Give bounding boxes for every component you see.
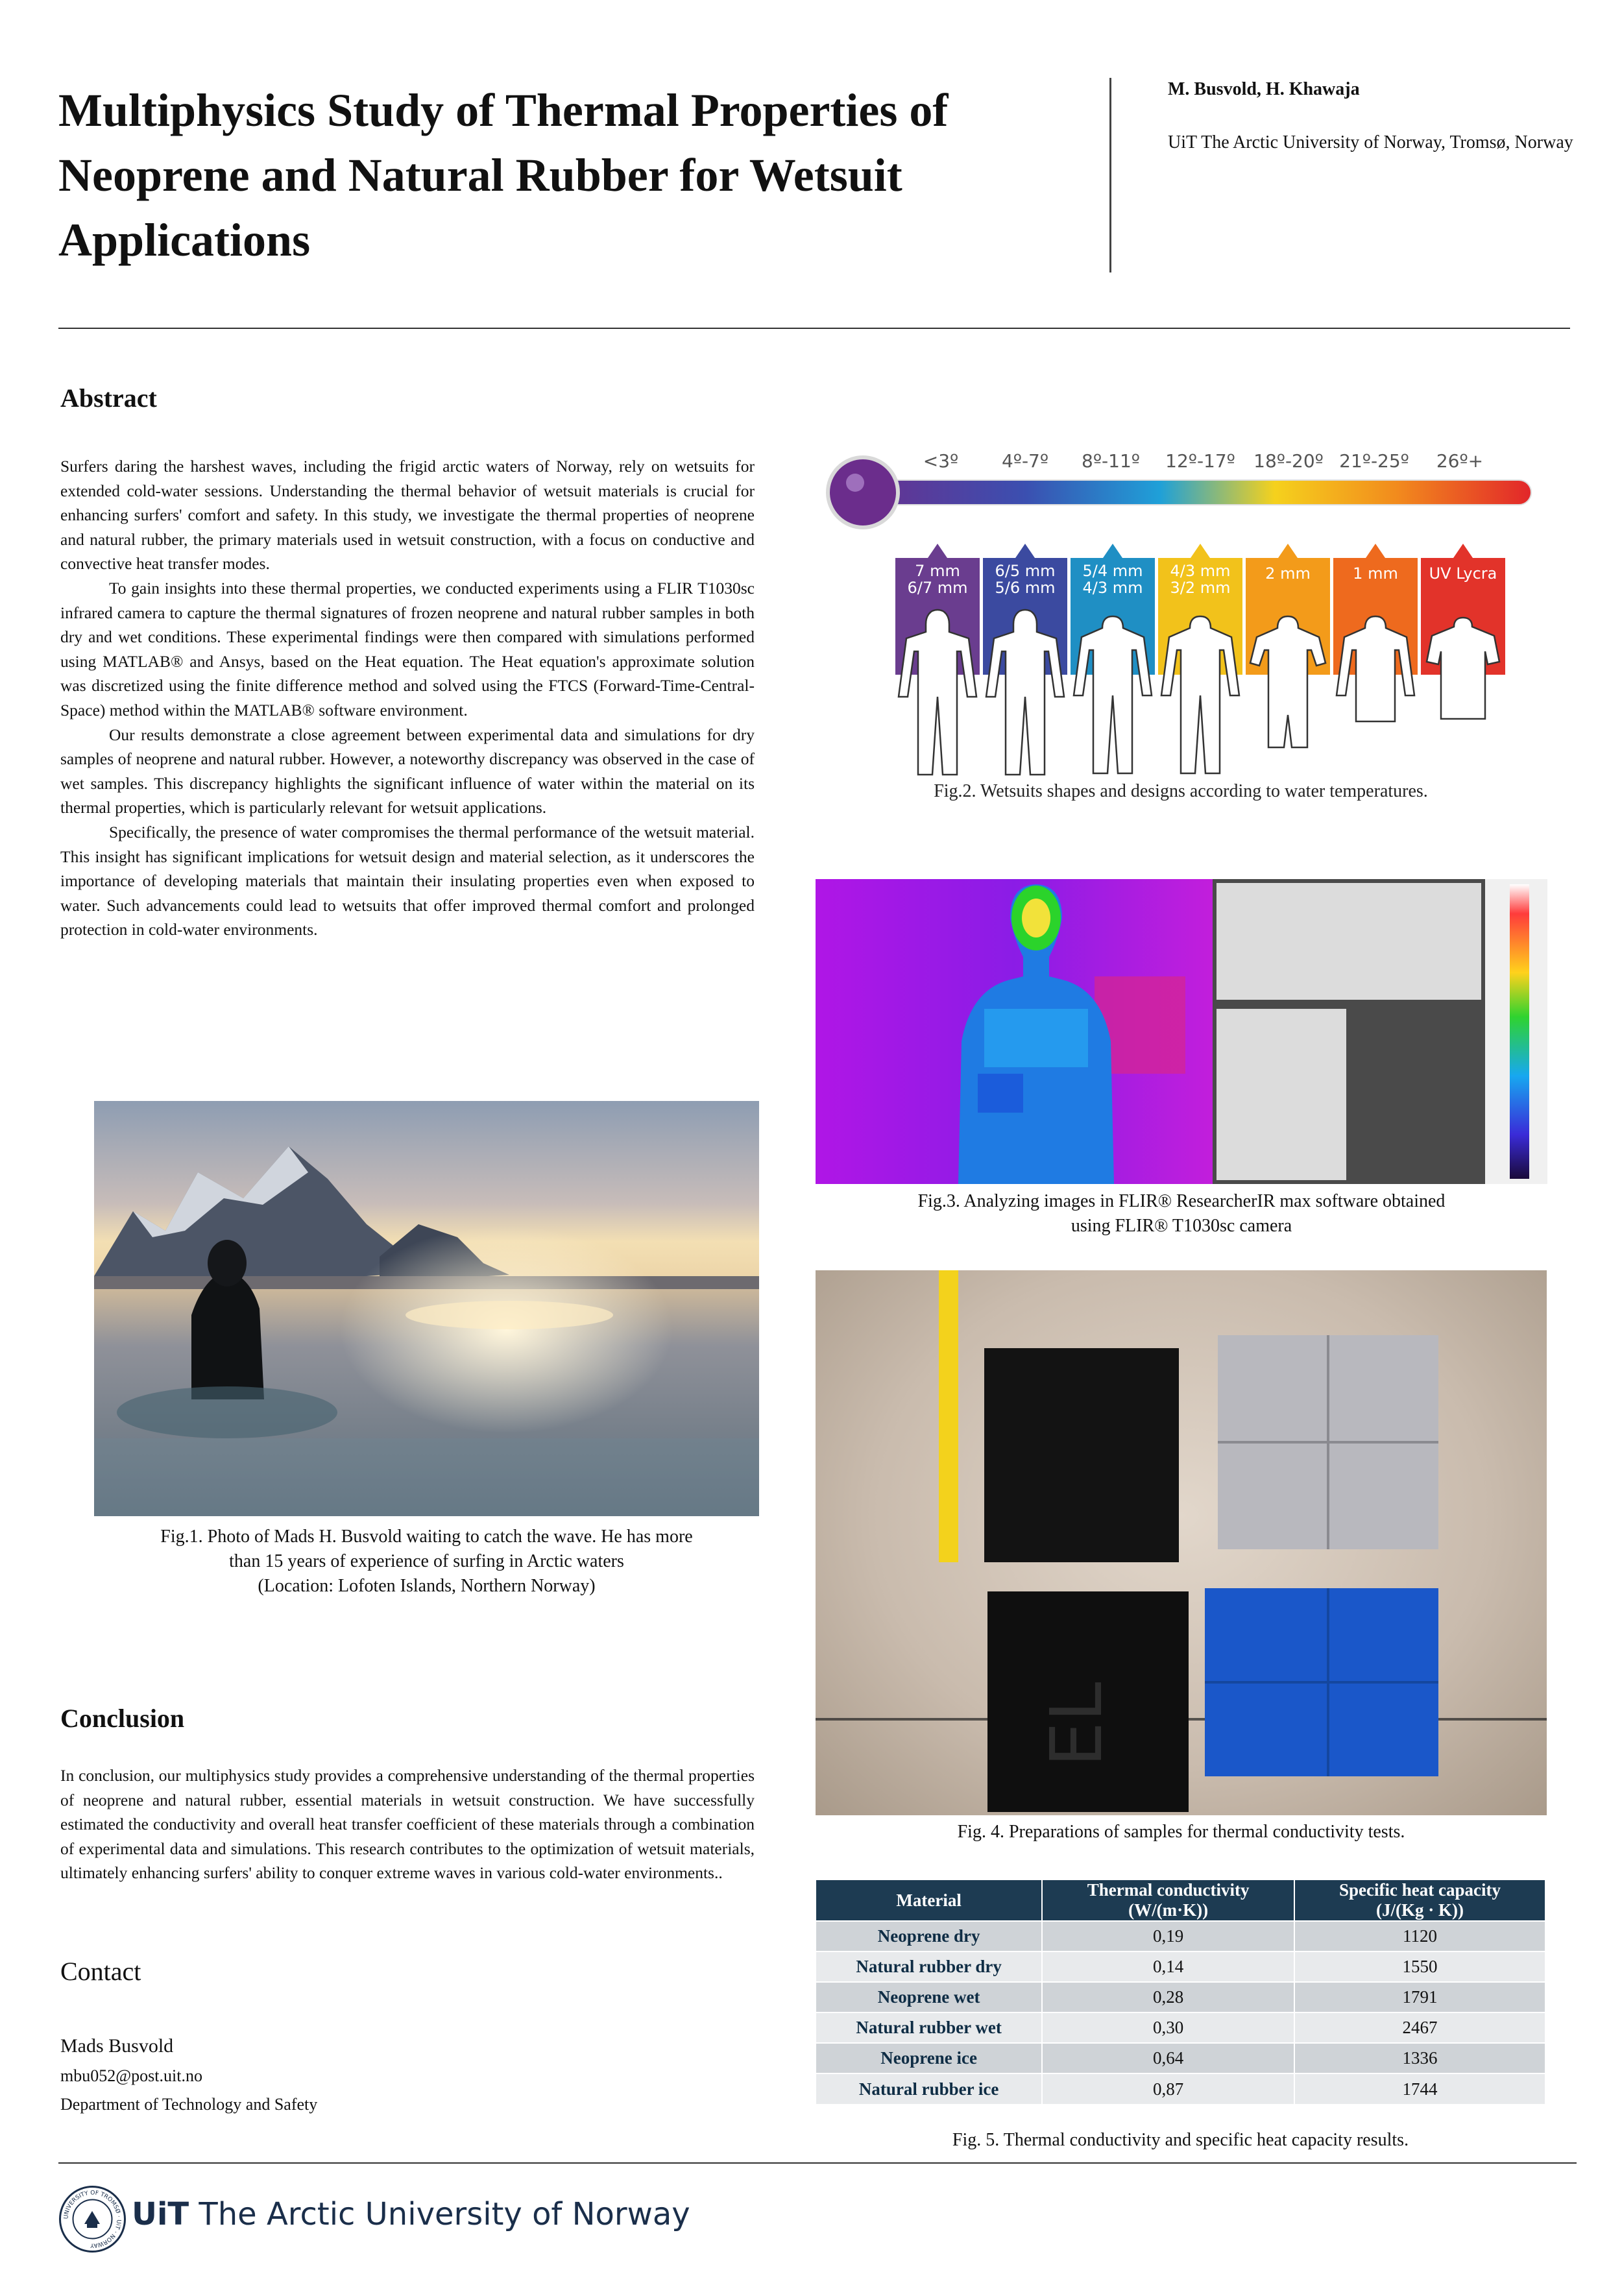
temp-label: <3º (923, 450, 959, 472)
results-table (816, 1880, 1545, 2104)
table-header-unit: (W/(m·K)) (1128, 1900, 1209, 1920)
fig1-caption-line: (Location: Lofoten Islands, Northern Norway) (258, 1576, 596, 1596)
uit-seal-logo (58, 2185, 127, 2253)
suit-label: 2 mm (1265, 564, 1311, 583)
table-cell-material: Natural rubber ice (816, 2073, 1042, 2104)
table-cell-heat-capacity: 1120 (1294, 1921, 1545, 1952)
temp-label: 26º+ (1436, 450, 1484, 472)
fig3-caption-line: using FLIR® T1030sc camera (1071, 1216, 1292, 1236)
suit-label: 5/6 mm (995, 579, 1056, 597)
surfer-photo-illustration (94, 1101, 759, 1516)
table-cell-heat-capacity: 1791 (1294, 1982, 1545, 2012)
temp-label: 4º-7º (1001, 450, 1049, 472)
table-row (816, 1952, 1545, 1982)
table-cell-conductivity: 0,14 (1042, 1952, 1294, 1982)
table-header-label: Specific heat capacity (1339, 1880, 1501, 1900)
fig5-caption: Fig. 5. Thermal conductivity and specific heat capacity results. (952, 2130, 1409, 2150)
uit-wordmark: UiT (132, 2196, 189, 2232)
table-header-label: Thermal conductivity (1087, 1880, 1250, 1900)
table-cell-material: Natural rubber dry (816, 1952, 1042, 1982)
fig3-caption (816, 1189, 1547, 1239)
fig3-caption-line: Fig.3. Analyzing images in FLIR® ResearcherIR max software obtained (917, 1191, 1446, 1211)
contact-name: Mads Busvold (60, 2035, 174, 2057)
table-row (816, 2073, 1545, 2104)
suit-label: 6/5 mm (995, 562, 1056, 580)
title-line-1: Multiphysics Study of Thermal Properties of (58, 84, 949, 136)
header-divider (1109, 78, 1111, 272)
table-cell-heat-capacity: 1550 (1294, 1952, 1545, 1982)
suit-label: 7 mm (915, 562, 960, 580)
table-cell-material: Neoprene dry (816, 1921, 1042, 1952)
table-row (816, 1921, 1545, 1952)
thermometer-bar (856, 480, 1531, 505)
suit-label: 6/7 mm (907, 579, 968, 597)
table-header-row (816, 1880, 1545, 1921)
suit-label: 4/3 mm (1082, 579, 1143, 597)
table-cell-heat-capacity: 2467 (1294, 2012, 1545, 2043)
conclusion-heading: Conclusion (60, 1704, 185, 1733)
title-line-3: Applications (58, 214, 311, 266)
university-name (132, 2196, 690, 2232)
table-cell-conductivity: 0,30 (1042, 2012, 1294, 2043)
university-name-rest: The Arctic University of Norway (189, 2196, 690, 2232)
flir-analysis-screenshot (816, 879, 1547, 1184)
temp-label: 12º-17º (1165, 450, 1235, 472)
title-line-2: Neoprene and Natural Rubber for Wetsuit (58, 149, 902, 201)
table-cell-heat-capacity: 1336 (1294, 2043, 1545, 2073)
suit-label: 5/4 mm (1082, 562, 1143, 580)
fig4-caption: Fig. 4. Preparations of samples for thermal conductivity tests. (957, 1822, 1405, 1842)
suit-label: UV Lycra (1429, 564, 1497, 583)
table-header-heat-capacity (1294, 1880, 1545, 1921)
ruler (939, 1270, 958, 1562)
table-row (816, 1982, 1545, 2012)
table-cell-conductivity: 0,87 (1042, 2073, 1294, 2104)
abstract-paragraph: Specifically, the presence of water compromises the thermal performance of the wetsuit material. This insight has significant implications for wetsuit design and material selection, as it underscores the importance of developing materials that maintain their insulating properties even when exposed to water. Such advancements could lead to wetsuits that offer improved thermal comfort and prolonged protection in cold-water environments. (60, 822, 755, 939)
flir-illustration (816, 879, 1547, 1184)
table-header-material (816, 1880, 1042, 1921)
fig1-caption-line: Fig.1. Photo of Mads H. Busvold waiting to catch the wave. He has more (160, 1527, 693, 1547)
authors: M. Busvold, H. Khawaja (1168, 79, 1360, 99)
footer-rule (58, 2162, 1577, 2164)
contact-department: Department of Technology and Safety (60, 2095, 318, 2114)
suit-label: 1 mm (1353, 564, 1398, 583)
samples-photo (816, 1270, 1547, 1815)
temp-label: 21º-25º (1339, 450, 1409, 472)
fig1-caption-line: than 15 years of experience of surfing in Arctic waters (229, 1551, 624, 1571)
affiliation: UiT The Arctic University of Norway, Tromsø, Norway (1168, 132, 1573, 152)
suit-label: 4/3 mm (1170, 562, 1231, 580)
abstract-paragraph: Our results demonstrate a close agreement between experimental data and simulations for dry samples of neoprene and natural rubber. However, a noteworthy discrepancy was observed in the case of wet samples. This discrepancy highlights the significant influence of water within the material on its thermal properties, which is particularly relevant for wetsuit applications. (60, 725, 755, 817)
suit-label: 3/2 mm (1170, 579, 1231, 597)
table-header-conductivity (1042, 1880, 1294, 1921)
table-cell-material: Neoprene wet (816, 1982, 1042, 2012)
table-cell-conductivity: 0,28 (1042, 1982, 1294, 2012)
abstract-text (60, 454, 755, 942)
temperature-labels (923, 450, 1483, 472)
table-cell-heat-capacity: 1744 (1294, 2073, 1545, 2104)
table-cell-conductivity: 0,64 (1042, 2043, 1294, 2073)
table-header-unit: (J/(Kg · K)) (1376, 1900, 1464, 1920)
header-rule (58, 328, 1570, 329)
contact-heading: Contact (60, 1957, 141, 1986)
table-cell-material: Natural rubber wet (816, 2012, 1042, 2043)
neoprene-sample (984, 1348, 1179, 1562)
abstract-paragraph: To gain insights into these thermal properties, we conducted experiments using a FLIR T1030sc infrared camera to capture the thermal signatures of frozen neoprene and natural rubber samples in both dry and wet conditions. These experimental findings were then compared with simulations performed using MATLAB® and Ansys, based on the Heat equation. The Heat equation's approximate solution was discretized using the finite difference method and solved using the FTCS (Forward-Time-Central-Space) method within the MATLAB® software environment. (60, 578, 755, 719)
conclusion-text: In conclusion, our multiphysics study provides a comprehensive understanding of the thermal properties of neoprene and natural rubber, essential materials in wetsuit construction. We have successfully estimated the conductivity and overall heat transfer coefficient of these materials through a combination of experimental data and simulations. This research contributes to the optimization of wetsuit materials, ultimately enhancing surfers' ability to conquer extreme waves in various cold-water environments.. (60, 1766, 755, 1883)
table-cell-conductivity: 0,19 (1042, 1921, 1294, 1952)
svg-text:EL: EL (1035, 1682, 1118, 1767)
temp-label: 8º-11º (1082, 450, 1140, 472)
abstract-heading: Abstract (60, 383, 157, 413)
table-cell-material: Neoprene ice (816, 2043, 1042, 2073)
seal-text: UNIVERSITY OF TROMSØ · UiT · NORWAY (63, 2190, 122, 2249)
abstract-paragraph: Surfers daring the harshest waves, including the frigid arctic waters of Norway, rely on wetsuits for extended cold-water sessions. Understanding the thermal behavior of wetsuit materials is crucial for enhancing surfers' comfort and safety. In this study, we investigate the thermal properties of neoprene and natural rubber, the primary materials used in wetsuit construction, with a focus on conductive and convective heat transfer modes. (60, 457, 755, 574)
table-row (816, 2043, 1545, 2073)
poster-title (58, 78, 1064, 272)
table-header-label: Material (896, 1890, 962, 1910)
surfer-photo (94, 1101, 759, 1516)
thermometer-bulb (828, 457, 898, 527)
wetsuit-chart-svg (817, 441, 1544, 804)
contact-email[interactable]: mbu052@post.uit.no (60, 2066, 202, 2085)
fig2-caption: Fig.2. Wetsuits shapes and designs according to water temperatures. (934, 781, 1428, 801)
wetsuit-temperature-chart (817, 441, 1544, 804)
samples-illustration (816, 1270, 1547, 1815)
table-row (816, 2012, 1545, 2043)
temp-label: 18º-20º (1253, 450, 1324, 472)
fig1-caption (65, 1525, 788, 1599)
